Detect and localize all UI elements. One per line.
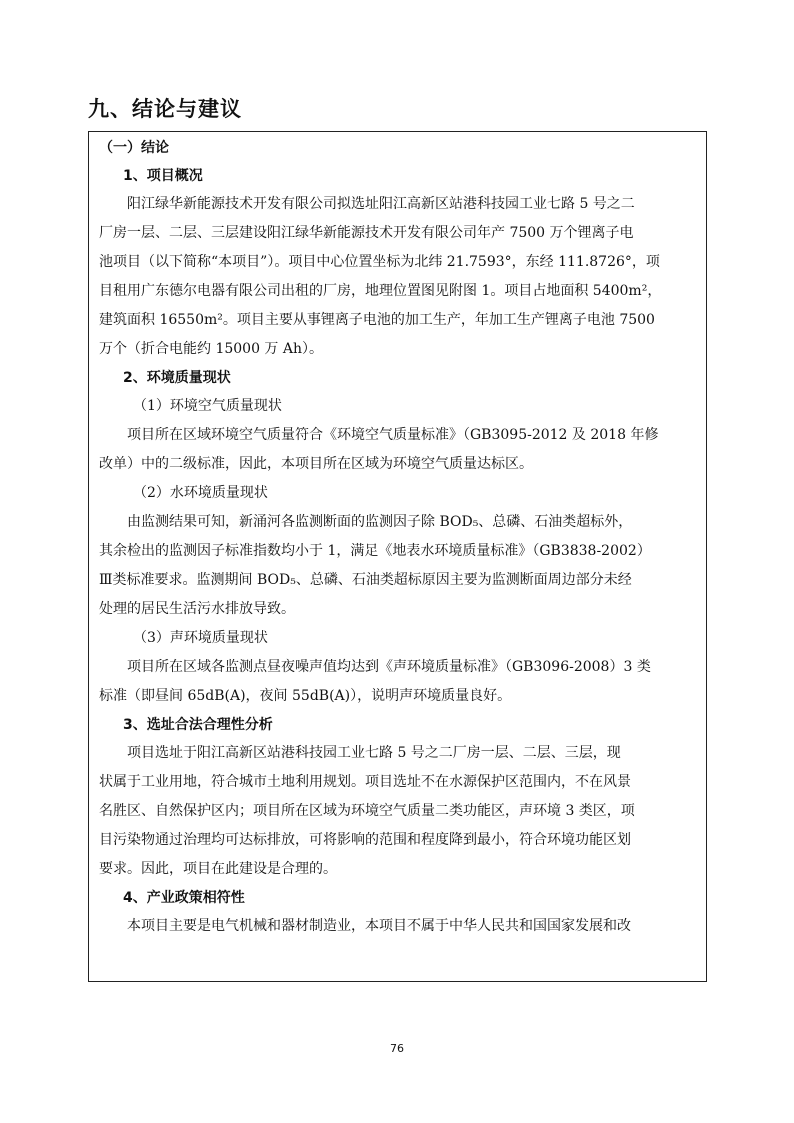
text-line: 状属于工业用地，符合城市土地利用规划。项目选址不在水源保护区范围内，不在风景 (99, 774, 631, 790)
industrial-policy-paragraph (99, 912, 696, 941)
site-selection-paragraph (99, 739, 696, 884)
subsection-title-noise-quality: （3）声环境质量现状 (133, 630, 268, 646)
water-quality-paragraph (99, 508, 696, 624)
subsection-title-air-quality: （1）环境空气质量现状 (133, 398, 282, 414)
text-line: 其余检出的监测因子标准指数均小于 1，满足《地表水环境质量标准》（GB3838-2002） (99, 543, 651, 559)
text-line: 目租用广东德尔电器有限公司出租的厂房，地理位置图见附图 1。项目占地面积 5400m²， (99, 283, 662, 299)
page-heading: 九、结论与建议 (88, 97, 242, 121)
page-number: 76 (390, 1042, 404, 1055)
section-title-project-overview: 1、项目概况 (123, 168, 203, 184)
text-line: 万个（折合电能约 15000 万 Ah）。 (99, 341, 324, 357)
text-line: 池项目（以下简称“本项目”）。项目中心位置坐标为北纬 21.7593°，东经 111.8726°，项 (99, 254, 660, 270)
text-line: 项目所在区域各监测点昼夜噪声值均达到《声环境质量标准》（GB3096-2008）3 类 (127, 659, 651, 675)
air-quality-paragraph (99, 421, 696, 479)
text-line: 目污染物通过治理均可达标排放，可将影响的范围和程度降到最小，符合环境功能区划 (99, 832, 631, 848)
text-line: 建筑面积 16550m²。项目主要从事锂离子电池的加工生产，年加工生产锂离子电池 7500 (99, 312, 655, 328)
text-line: 要求。因此，项目在此建设是合理的。 (99, 861, 337, 877)
text-line: 项目选址于阳江高新区站港科技园工业七路 5 号之二厂房一层、二层、三层，现 (127, 745, 621, 761)
text-line: 标准（即昼间 65dB(A)，夜间 55dB(A)），说明声环境质量良好。 (99, 688, 512, 704)
section-title-site-selection: 3、选址合法合理性分析 (123, 717, 273, 733)
section-title-industrial-policy: 4、产业政策相符性 (123, 890, 245, 906)
text-line: Ⅲ类标准要求。监测期间 BOD₅、总磷、石油类超标原因主要为监测断面周边部分未经 (99, 572, 632, 588)
conclusion-table-cell (88, 131, 707, 982)
text-line: 厂房一层、二层、三层建设阳江绿华新能源技术开发有限公司年产 7500 万个锂离子电 (99, 225, 634, 241)
noise-quality-paragraph (99, 653, 696, 711)
text-line: 由监测结果可知，新涌河各监测断面的监测因子除 BOD₅、总磷、石油类超标外， (127, 514, 633, 530)
text-line: 阳江绿华新能源技术开发有限公司拟选址阳江高新区站港科技园工业七路 5 号之二 (127, 196, 635, 212)
text-line: 名胜区、自然保护区内；项目所在区域为环境空气质量二类功能区，声环境 3 类区，项 (99, 803, 635, 819)
subsection-title-water-quality: （2）水环境质量现状 (133, 485, 268, 501)
section-title-conclusion: （一）结论 (99, 140, 169, 156)
section-title-environment-quality: 2、环境质量现状 (123, 370, 231, 386)
text-line: 项目所在区域环境空气质量符合《环境空气质量标准》（GB3095-2012 及 2018 年修 (127, 427, 659, 443)
text-line: 改单）中的二级标准，因此，本项目所在区域为环境空气质量达标区。 (99, 456, 533, 472)
text-line: 本项目主要是电气机械和器材制造业，本项目不属于中华人民共和国国家发展和改 (127, 918, 631, 934)
text-line: 处理的居民生活污水排放导致。 (99, 601, 295, 617)
project-overview-paragraph (99, 190, 696, 364)
